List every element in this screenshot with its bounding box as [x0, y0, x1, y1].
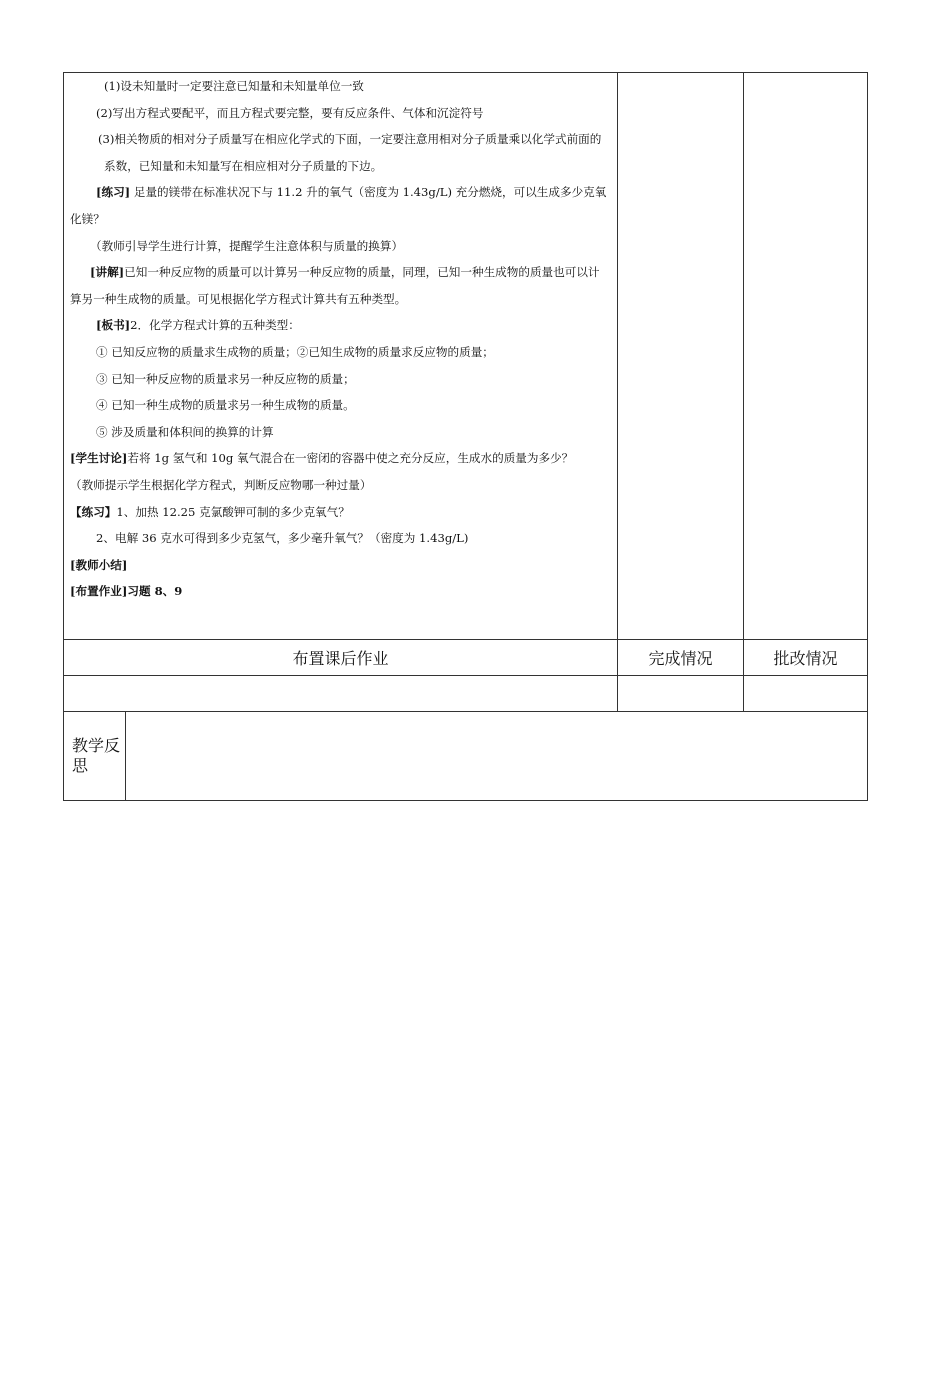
note-line-3-text: (3)相关物质的相对分子质量写在相应化学式的下面，一定要注意用相对分子质量乘以化学式前面的系数，已知量和未知量写在相应相对分子质量的下边。	[98, 132, 602, 173]
homework-header-row	[64, 640, 868, 676]
type-1-2: ① 已知反应物的质量求生成物的质量；②已知生成物的质量求反应物的质量；	[96, 344, 494, 359]
teacher-hint: （教师提示学生根据化学方程式，判断反应物哪一种过量）	[70, 477, 372, 492]
type-5: ⑤ 涉及质量和体积间的换算的计算	[96, 424, 274, 439]
explain	[70, 259, 611, 312]
lesson-plan-sheet	[63, 72, 867, 801]
homework-done-cell	[618, 676, 744, 712]
reflection-row	[64, 712, 868, 801]
board-text: 2．化学方程式计算的五种类型：	[130, 318, 300, 333]
note-line-1: (1)设未知量时一定要注意已知量和未知量单位一致	[104, 79, 364, 93]
explain-text: 已知一种反应物的质量可以计算另一种反应物的质量，同理，已知一种生成物的质量也可以计算另一种生成物的质量。可见根据化学方程式计算共有五种类型。	[70, 265, 600, 306]
practice-2-label: 【练习】	[70, 504, 117, 519]
done-status-cell-top	[618, 73, 744, 640]
practice-1-label: [练习]	[96, 185, 131, 200]
note-line-3	[70, 126, 611, 179]
note-line-2: (2)写出方程式要配平，而且方程式要完整，要有反应条件、气体和沉淀符号	[96, 105, 484, 120]
practice-1	[70, 179, 611, 232]
assign-homework-label: [布置作业]习题 8、9	[70, 584, 183, 599]
homework-review-header: 批改情况	[744, 640, 868, 676]
student-discussion-label: [学生讨论]	[70, 451, 128, 466]
homework-blank-row	[64, 676, 868, 712]
type-3: ③ 已知一种反应物的质量求另一种反应物的质量；	[96, 371, 355, 386]
homework-review-cell	[744, 676, 868, 712]
homework-assign-header: 布置课后作业	[64, 640, 618, 676]
student-discussion	[70, 445, 611, 472]
board-title	[70, 312, 611, 339]
practice-2-q2: 2、电解 36 克水可得到多少克氢气，多少毫升氧气？（密度为 1.43g/L)	[96, 531, 469, 546]
practice-1-text: 足量的镁带在标准状况下与 11.2 升的氧气（密度为 1.43g/L) 充分燃烧，可以生成多少克氧化镁？	[70, 185, 607, 226]
practice-2-text: 1、加热 12.25 克氯酸钾可制的多少克氧气？	[116, 504, 350, 519]
lesson-content-row	[64, 73, 868, 640]
assign-homework	[70, 578, 611, 605]
reflection-body	[126, 712, 868, 801]
lesson-content-cell	[64, 73, 618, 640]
review-status-cell-top	[744, 73, 868, 640]
teacher-summary	[70, 552, 611, 579]
lesson-plan-table	[63, 72, 868, 801]
homework-assign-cell	[64, 676, 618, 712]
reflection-label: 教学反思	[64, 712, 126, 801]
explain-label: [讲解]	[90, 265, 125, 280]
homework-done-header: 完成情况	[618, 640, 744, 676]
practice-2	[70, 499, 611, 526]
teacher-guide-1: （教师引导学生进行计算，提醒学生注意体积与质量的换算）	[90, 238, 404, 253]
board-label: [板书]	[96, 318, 131, 333]
teacher-summary-label: [教师小结]	[70, 557, 128, 572]
type-4: ④ 已知一种生成物的质量求另一种生成物的质量。	[96, 398, 355, 413]
student-discussion-text: 若将 1g 氢气和 10g 氧气混合在一密闭的容器中使之充分反应，生成水的质量为多少？	[127, 451, 574, 466]
